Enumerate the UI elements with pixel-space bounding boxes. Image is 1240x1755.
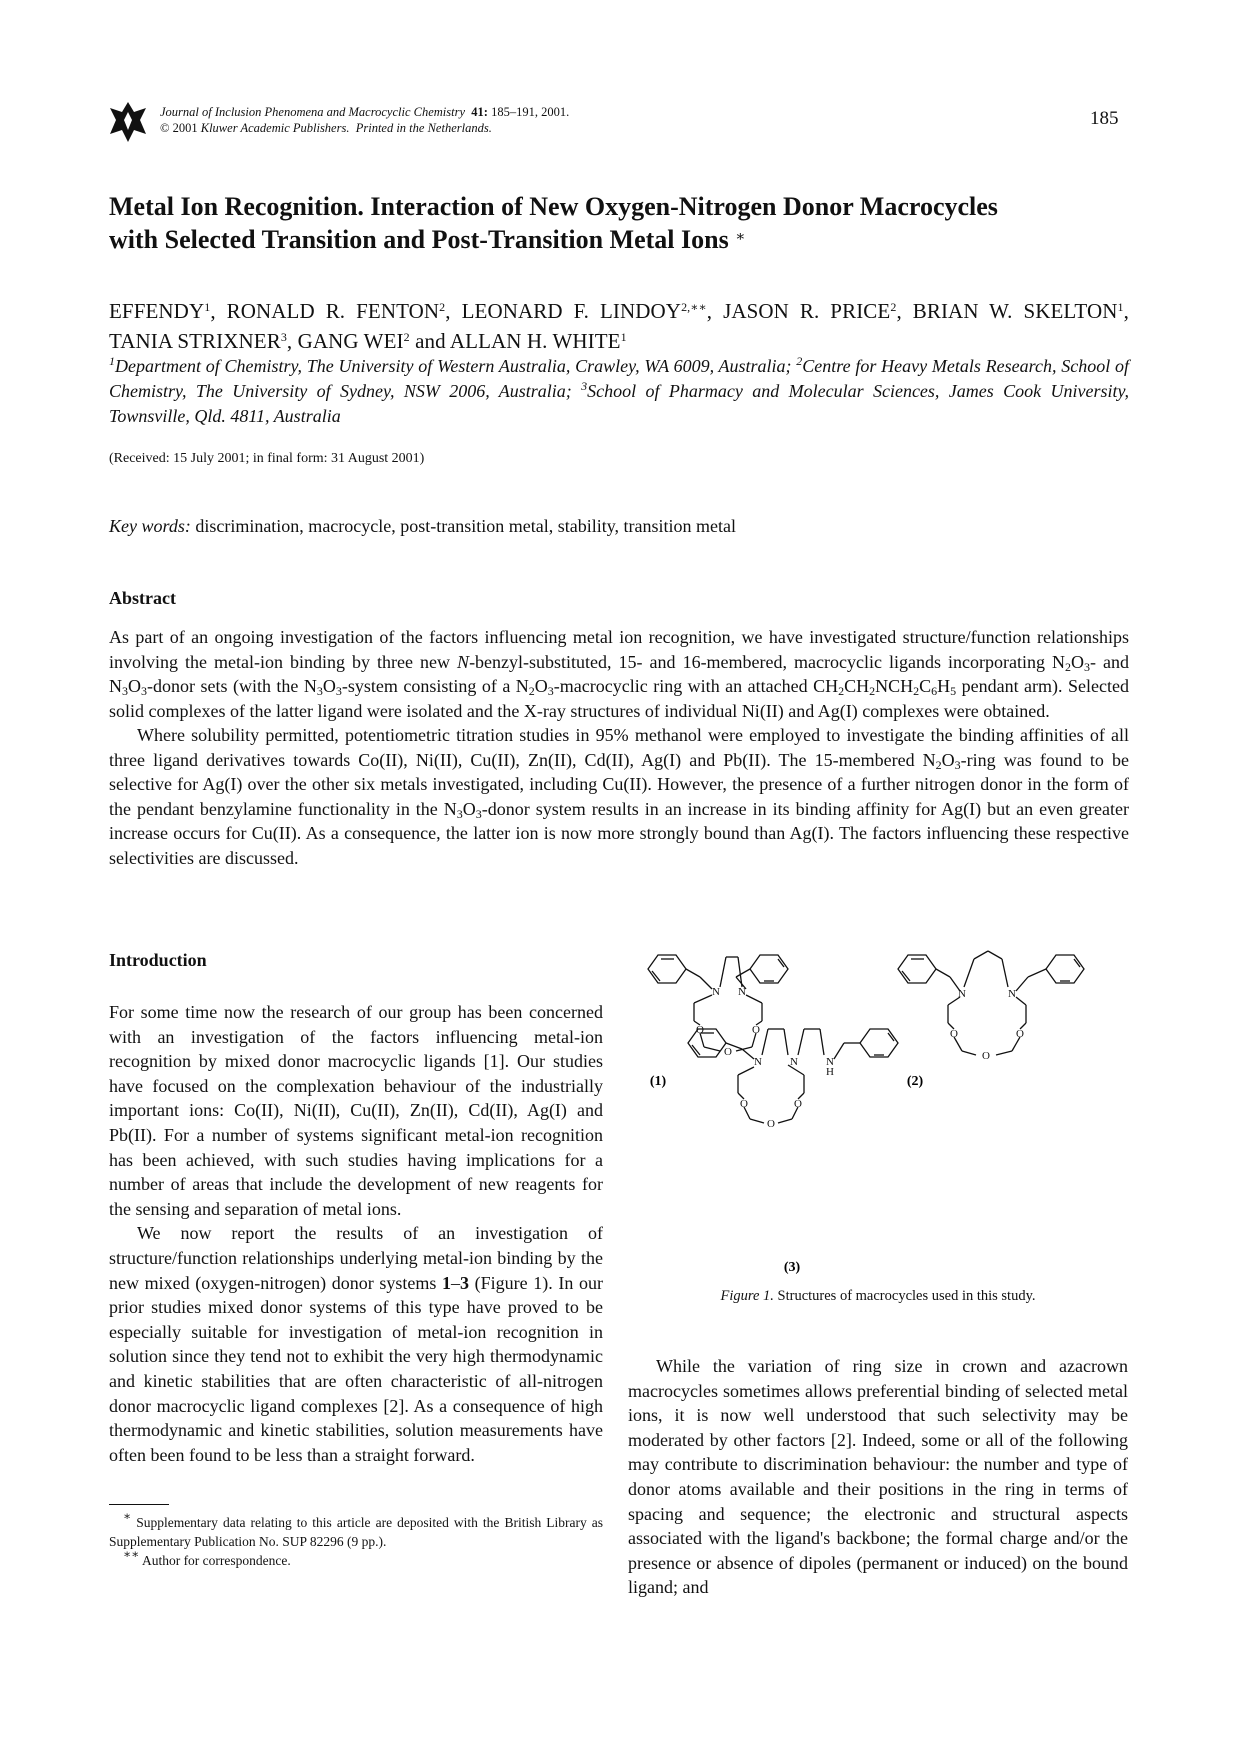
journal-pages: 185–191, 2001. xyxy=(491,105,570,119)
atom-n: N xyxy=(712,986,720,998)
atom-n: N xyxy=(958,988,966,1000)
author-separator: , xyxy=(706,299,724,323)
atom-o: O xyxy=(724,1046,732,1058)
author-separator: and xyxy=(409,329,450,353)
author-name: RONALD R. FENTON xyxy=(226,299,440,323)
keywords-label: Key words: xyxy=(109,516,191,536)
title-footnote-marker: ∗ xyxy=(735,229,746,245)
atom-n: N xyxy=(826,1056,834,1068)
structure-3-diagram xyxy=(688,1029,898,1123)
figure-caption xyxy=(628,1288,1128,1305)
journal-volume: 41: xyxy=(471,105,488,119)
journal-header xyxy=(160,104,720,136)
footnote-divider xyxy=(109,1504,169,1505)
introduction-right-column xyxy=(628,1354,1128,1600)
affil-marker: 3 xyxy=(581,379,588,393)
footnote-correspondence: ∗∗ Author for correspondence. xyxy=(123,1547,291,1568)
printed-note: Printed in the Netherlands. xyxy=(355,121,492,135)
author-affil: 2,∗∗ xyxy=(681,300,707,314)
footnote-supplementary: ∗ Supplementary data relating to this article are deposited with the British Library as Supplementary Publication No. SUP 82296 (9 pp.). xyxy=(109,1509,603,1549)
publisher-name: Kluwer Academic Publishers. xyxy=(200,121,350,135)
author-separator: , xyxy=(445,299,462,323)
atom-n: N xyxy=(738,986,746,998)
author-affil: 2 xyxy=(439,300,446,314)
title-line-2: with Selected Transition and Post-Transition Metal Ions xyxy=(109,225,729,254)
author-affil: 1 xyxy=(620,330,627,344)
keywords xyxy=(109,516,736,537)
author-separator: , xyxy=(1123,299,1129,323)
atom-o: O xyxy=(794,1098,802,1110)
introduction-heading: Introduction xyxy=(109,950,207,970)
publisher-logo-icon xyxy=(108,100,148,144)
structure-2-diagram xyxy=(898,951,1084,1055)
affiliation-text: Department of Chemistry, The University of Western Australia, Crawley, WA 6009, Australia; xyxy=(115,356,797,376)
author-affil: 2 xyxy=(890,300,897,314)
author-separator: , xyxy=(286,329,298,353)
figure-caption-text: Structures of macrocycles used in this study. xyxy=(773,1288,1036,1304)
footnotes xyxy=(109,1509,603,1570)
atom-o: O xyxy=(982,1050,990,1062)
author-name: ALLAN H. WHITE xyxy=(449,329,621,353)
paper-title xyxy=(109,190,1129,256)
intro-paragraph: We now report the results of an investigation of structure/function relationships underlying metal-ion binding by the new mixed (oxygen-nitrogen) donor systems 1–3 (Figure 1). In our prior studies mixed donor systems of this type have proved to be especially suitable for investigation of metal-ion recognition in solution since they tend not to exhibit the very high thermodynamic and kinetic stabilities that are often characteristic of all-nitrogen donor macrocyclic ligand complexes [2]. As a consequence of high thermodynamic and kinetic stabilities, solution measurements have often been found to be less than a straight forward. xyxy=(109,1223,603,1465)
structure-1-diagram xyxy=(648,955,788,1051)
affil-marker: 1 xyxy=(109,354,115,368)
author-name: EFFENDY xyxy=(109,299,205,323)
affiliation-text: School of Pharmacy and Molecular Sciences, James Cook University, Townsville, Qld. 4811, Australia xyxy=(109,381,1130,426)
atom-o: O xyxy=(767,1118,775,1130)
title-line-1: Metal Ion Recognition. Interaction of New Oxygen-Nitrogen Donor Macrocycles xyxy=(109,192,998,221)
figure-caption-label: Figure 1. xyxy=(720,1288,774,1304)
author-name: GANG WEI xyxy=(297,329,404,353)
author-name: BRIAN W. SKELTON xyxy=(912,299,1118,323)
author-name: TANIA STRIXNER xyxy=(109,329,281,353)
atom-o: O xyxy=(740,1098,748,1110)
abstract-body xyxy=(109,625,1129,870)
abstract-paragraph: As part of an ongoing investigation of the factors influencing metal ion recognition, we have investigated structure/function relationships involving the metal-ion binding by three new N-benzyl-substituted, 15- and 16-membered, macrocyclic ligands incorporating $N_2O_3-$ and $N_3O_3$-donor sets (with the $N_3O_3$-system consisting of a $N_2O_3$-macrocyclic ring with an attached $CH_2CH_2NCH_2C_6H_5$ pendant arm). Selected solid complexes of the latter ligand were isolated and the X-ray structures of individual Ni(II) and Ag(I) complexes were obtained. xyxy=(109,627,1129,721)
received-dates: (Received: 15 July 2001; in final form: 31 August 2001) xyxy=(109,451,425,466)
structure-label-1: (1) xyxy=(649,1074,667,1089)
keywords-text: discrimination, macrocycle, post-transition metal, stability, transition metal xyxy=(190,516,737,536)
author-separator: , xyxy=(210,299,227,323)
atom-o: O xyxy=(696,1024,704,1036)
author-affil: 3 xyxy=(280,330,287,344)
author-separator: , xyxy=(896,299,913,323)
structure-label-2: (2) xyxy=(906,1074,924,1089)
author-name: JASON R. PRICE xyxy=(723,299,891,323)
affil-marker: 2 xyxy=(796,354,803,368)
affiliations xyxy=(109,354,1129,429)
intro-paragraph: While the variation of ring size in crown and azacrown macrocycles sometimes allows preferential binding of selected metal ions, it is now well understood that such selectivity may be moderated by other factors [2]. Indeed, some or all of the following may contribute to discrimination behaviour: the number and type of donor atoms available and their positions in the ring in terms of spacing and sequence; the electronic and structural aspects associated with the ligand's backbone; the formal charge and/or the presence or absence of dipoles (permanent or induced) on the bound ligand; and xyxy=(628,1356,1128,1598)
affiliation-text: Centre for Heavy Metals Research, School of Chemistry, The University of Sydney, NSW 2006, Australia; xyxy=(109,356,1129,401)
author-name: LEONARD F. LINDOY xyxy=(461,299,682,323)
abstract-paragraph: Where solubility permitted, potentiometric titration studies in 95% methanol were employed to investigate the binding affinities of all three ligand derivatives towards Co(II), Ni(II), Cu(II), Zn(II), Cd(II), Ag(I) and Pb(II). The 15-membered $N_2O_3$-ring was found to be selective for Ag(I) over the other six metals investigated, including Cu(II). However, the presence of a further nitrogen donor in the form of the pendant benzylamine functionality in the $N_3O_3$-donor system results in an increase in its binding affinity for Ag(I) but an even greater increase occurs for Cu(II). As a consequence, the latter ion is now more strongly bound than Ag(I). The factors influencing these respective selectivities are discussed. xyxy=(109,725,1130,868)
author-affil: 1 xyxy=(204,300,211,314)
author-list xyxy=(109,296,1129,356)
abstract-heading: Abstract xyxy=(109,588,176,608)
journal-name: Journal of Inclusion Phenomena and Macrocyclic Chemistry xyxy=(160,105,466,119)
structure-label-3: (3) xyxy=(783,1260,801,1275)
atom-o: O xyxy=(950,1028,958,1040)
copyright-year: © 2001 xyxy=(160,121,198,135)
atom-n: N xyxy=(790,1056,798,1068)
introduction-left-column xyxy=(109,1000,603,1467)
intro-paragraph: For some time now the research of our group has been concerned with an investigation of the factors influencing metal-ion recognition by mixed donor macrocyclic ligands [1]. Our studies have focused on the complexation behaviour of the industrially important ions: Co(II), Ni(II), Cu(II), Zn(II), Cd(II), Ag(I) and Pb(II). For a number of systems significant metal-ion recognition has been achieved, with such studies having implications for a number of areas that include the development of new reagents for the sensing and separation of metal ions. xyxy=(109,1002,603,1219)
page-number: 185 xyxy=(1090,108,1119,129)
author-affil: 2 xyxy=(403,330,410,344)
atom-n: N xyxy=(754,1056,762,1068)
atom-o: O xyxy=(1016,1028,1024,1040)
figure-1-structures xyxy=(628,935,1128,1315)
atom-o: O xyxy=(752,1024,760,1036)
atom-h: H xyxy=(826,1066,834,1078)
atom-n: N xyxy=(1008,988,1016,1000)
author-affil: 1 xyxy=(1117,300,1124,314)
